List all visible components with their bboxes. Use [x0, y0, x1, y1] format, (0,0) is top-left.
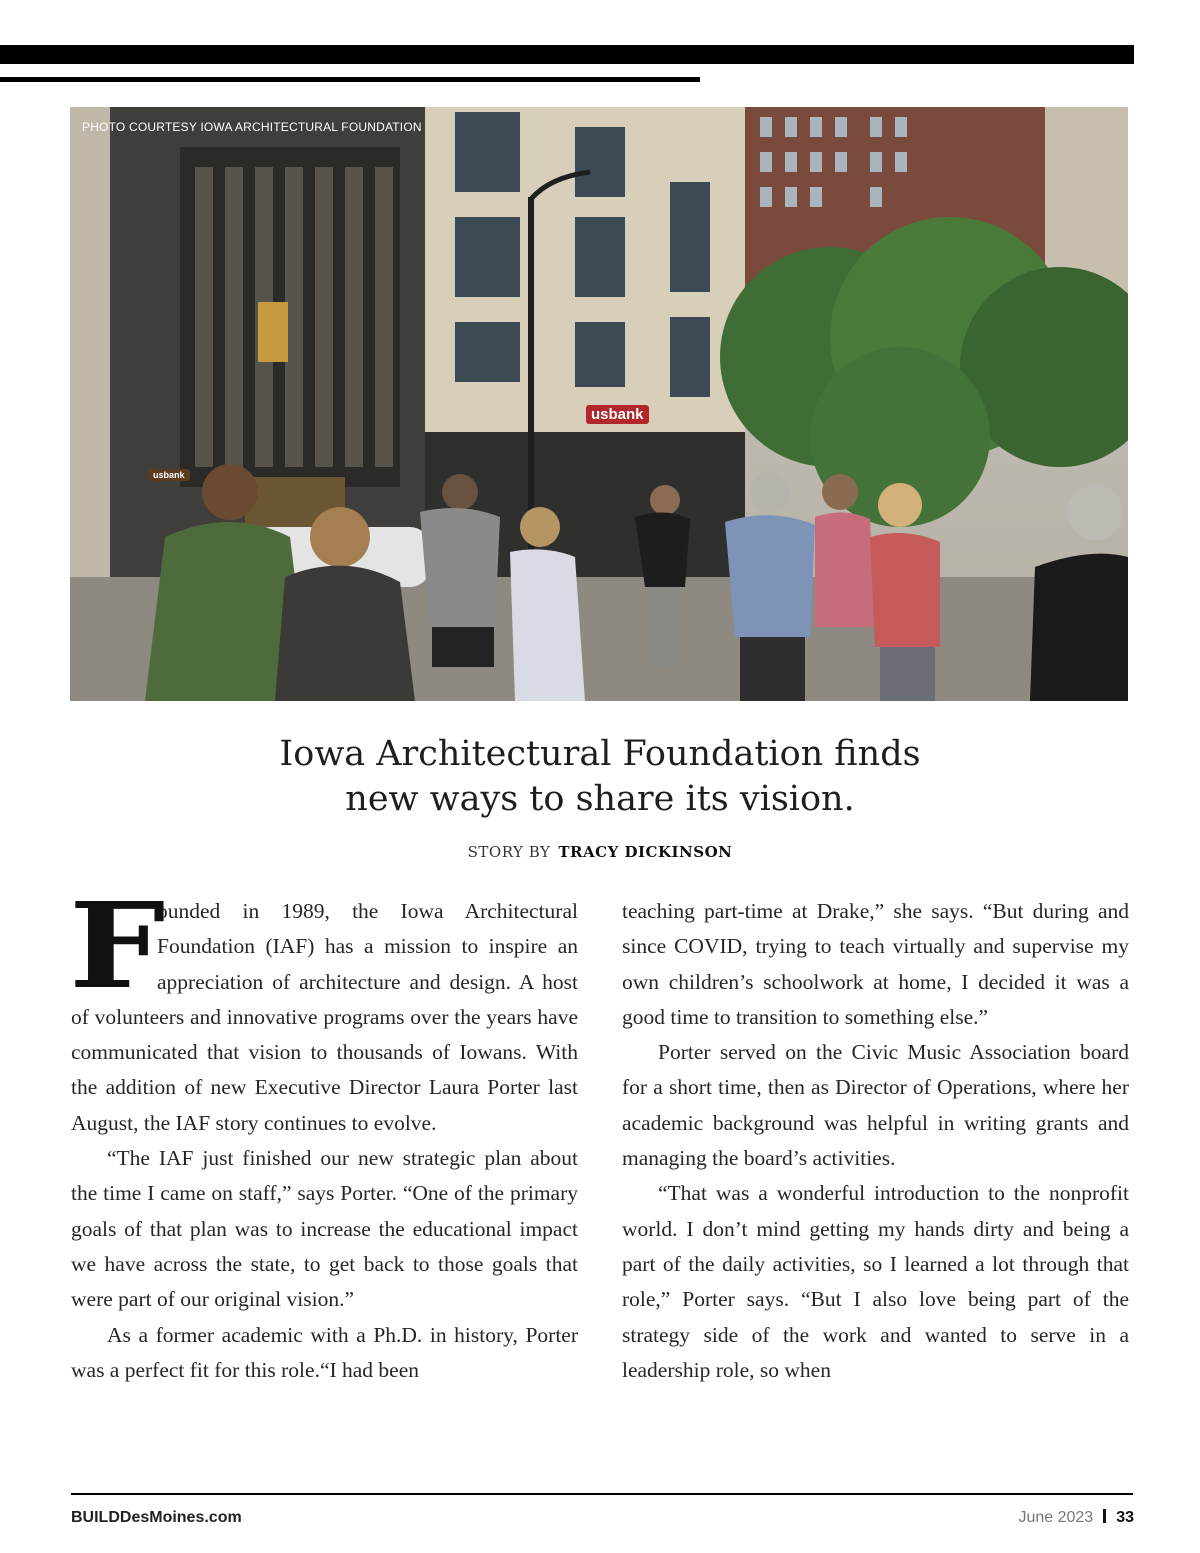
article-headline	[150, 732, 1050, 822]
footer-rule	[71, 1493, 1133, 1495]
paragraph: “That was a wonderful introduction to the nonprofit world. I don’t mind getting my hands dirty and being a part of the daily activities, so I learned a lot through that role,” Porter says. “But I also love being part of the strategy side of the work and wanted to serve in a leadership role, so when	[622, 1181, 1129, 1382]
footer-page-info	[1018, 1509, 1134, 1527]
top-rule-thin	[0, 77, 700, 82]
article-column-left	[69, 876, 578, 1388]
paragraph: “The IAF just finished our new strategic plan about the time I came on staff,” says Porter. “One of the primary goals of that plan was to increase the educational impact we have across the state, to get back to those goals that were part of our original vision.”	[71, 1146, 578, 1312]
headline-line-2: new ways to share its vision.	[345, 779, 855, 819]
paragraph: As a former academic with a Ph.D. in history, Porter was a perfect fit for this role.“I had been	[71, 1322, 578, 1382]
byline	[0, 843, 1200, 861]
photo-credit: PHOTO COURTESY IOWA ARCHITECTURAL FOUNDATION	[82, 120, 422, 134]
footer-separator	[1103, 1509, 1106, 1523]
drop-cap: F	[69, 876, 166, 1015]
bank-sign: usbank	[586, 405, 649, 424]
top-rule-thick	[0, 45, 1134, 64]
article-photo	[70, 107, 1128, 701]
paragraph	[69, 876, 578, 1141]
article-column-right	[622, 894, 1129, 1388]
headline-line-1: Iowa Architectural Foundation finds	[279, 734, 921, 774]
byline-prefix: STORY BY	[467, 843, 551, 861]
issue-date: June 2023	[1018, 1509, 1094, 1526]
byline-author: TRACY DICKINSON	[558, 843, 733, 861]
page-number: 33	[1116, 1509, 1134, 1526]
paragraph: teaching part-time at Drake,” she says. “But during and since COVID, trying to teach virtually and supervise my own children’s schoolwork at home, I decided it was a good time to transition to something else.”	[622, 899, 1129, 1029]
paragraph-text: ounded in 1989, the Iowa Architectural Foundation (IAF) has a mission to inspire an appreciation of architecture and design. A host of volunteers and innovative programs over the years have communicated that vision to thousands of Iowans. With the addition of new Executive Director Laura Porter last August, the IAF story continues to evolve.	[71, 899, 578, 1135]
footer-site-link[interactable]: BUILDDesMoines.com	[71, 1509, 242, 1526]
paragraph: Porter served on the Civic Music Association board for a short time, then as Director of Operations, where her academic background was helpful in writing grants and managing the board’s activities.	[622, 1040, 1129, 1171]
bank-sign-small: usbank	[148, 469, 190, 481]
tour-group-photo	[70, 107, 1128, 701]
